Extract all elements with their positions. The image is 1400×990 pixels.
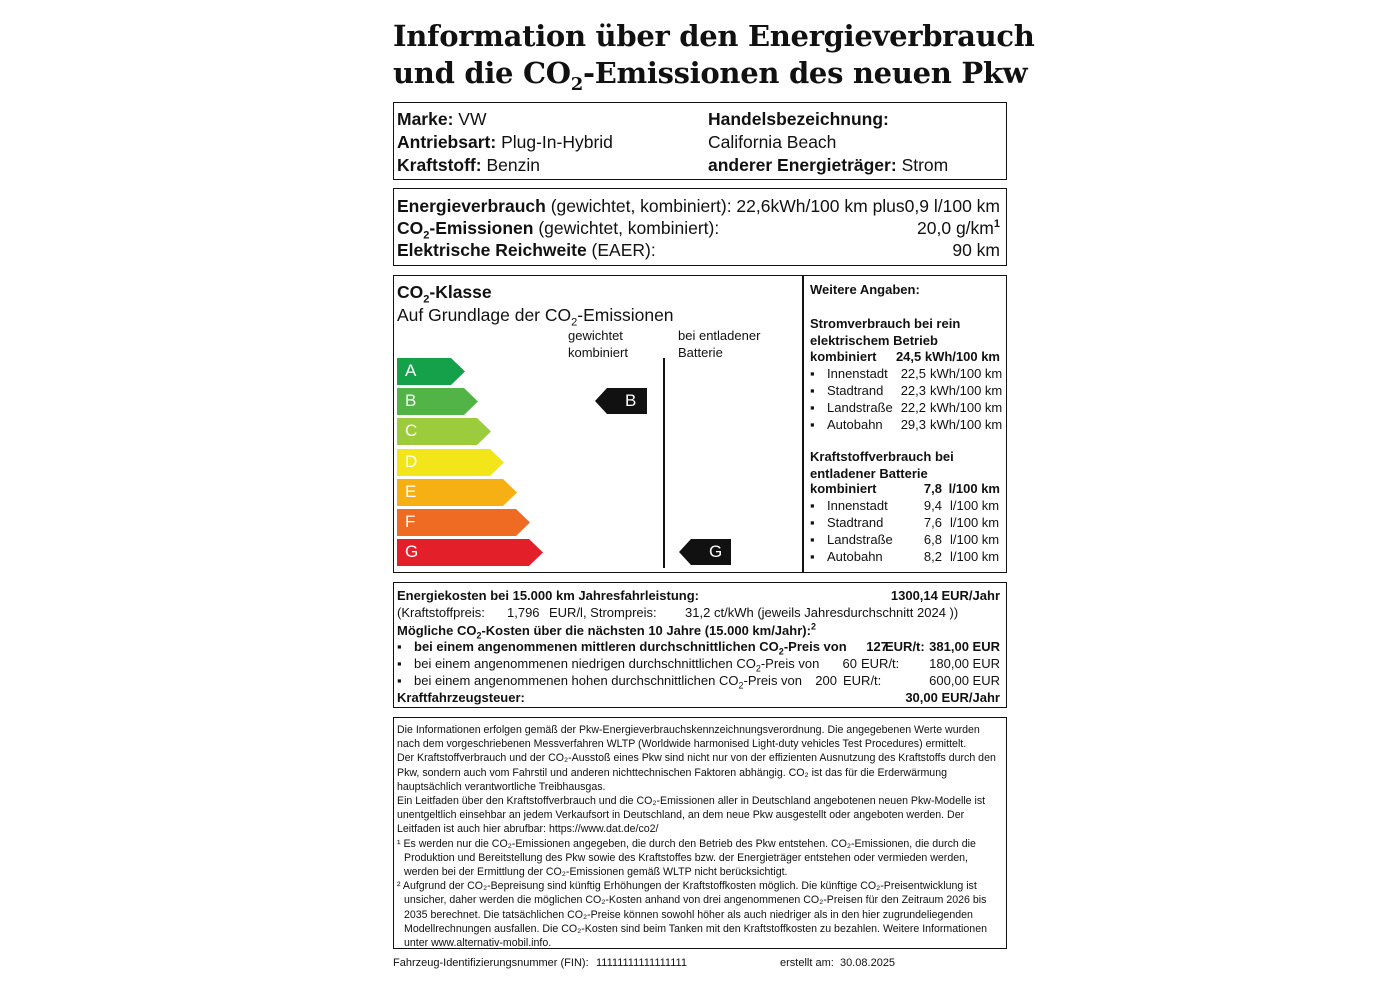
title-line-2-pre: und die CO bbox=[393, 56, 571, 90]
col-discharged-header bbox=[678, 327, 760, 361]
class-arrow-label: E bbox=[405, 481, 417, 501]
col-weighted-line2: kombiniert bbox=[568, 345, 628, 360]
co2-footnote-ref: 1 bbox=[993, 218, 1000, 231]
fineprint-note-2: ² Aufgrund der CO₂-Bepreisung sind künftig Erhöhungen der Kraftstoffkosten möglich. Die künftige CO₂-Preisentwicklung ist unsicher, daher werden die möglichen CO₂-Kosten anhand von drei angenommenen CO₂-Preisen für den Zeitraum 2026 bis 2035 berechnet. Die tatsächlichen CO₂-Preise können sowohl höher als auch niedriger als in den hier zugrundeliegenden Modellrechnungen ausfallen. Die CO₂-Kosten sind beim Tanken mit den Kraftstoffkosten zu bezahlen. Weitere Informationen unter www.alternativ-mobil.info. bbox=[397, 880, 987, 950]
co2-class-subheading: Auf Grundlage der $CO_2$-Emissionen bbox=[397, 305, 674, 329]
drive-row bbox=[397, 132, 613, 153]
brand-label: Marke: bbox=[397, 109, 454, 129]
fuel_rows-label: ▪ Innenstadt bbox=[827, 498, 888, 513]
fuel_rows-label: ▪ Landstraße bbox=[827, 532, 893, 547]
energy-costs-value bbox=[891, 588, 1000, 603]
class-arrow-label: B bbox=[405, 391, 417, 411]
fuel-combined-unit-text: l/100 km bbox=[948, 481, 1000, 496]
class-column-divider bbox=[663, 358, 665, 568]
tax-value-text: 30,00 EUR/Jahr bbox=[905, 690, 1000, 705]
elec_rows-unit: kWh/100 km bbox=[930, 366, 1003, 381]
fuel-combined-label bbox=[810, 481, 876, 496]
tax-value bbox=[905, 690, 1000, 705]
elec-combined-label-text: kombiniert bbox=[810, 349, 877, 364]
elec_rows-unit: kWh/100 km bbox=[930, 400, 1003, 415]
fin-label: Fahrzeug-Identifizierungsnummer (FIN): bbox=[393, 957, 589, 969]
co2-costs-label-pre: Mögliche CO bbox=[397, 623, 477, 639]
co2-label-pre: CO bbox=[397, 218, 424, 238]
class-arrow-e bbox=[397, 479, 517, 506]
fuel-combined-label-text: kombiniert bbox=[810, 481, 877, 496]
elec_rows-unit: kWh/100 km bbox=[930, 383, 1003, 398]
energy-costs-label bbox=[397, 588, 699, 603]
class-arrow-a bbox=[397, 358, 465, 385]
other-energy-row bbox=[708, 155, 948, 176]
title-line-2-post: -Emissionen des neuen Pkw bbox=[582, 56, 1028, 90]
range-value: 90 km bbox=[952, 240, 1000, 260]
elec_rows-value: 22,2 bbox=[900, 400, 926, 415]
elec-combined-label bbox=[810, 349, 876, 364]
class-arrow-label: D bbox=[405, 451, 418, 471]
co2-cost-low-label: ▪ bei einem angenommenen niedrigen durchschnittlichen $CO_2$-Preis von bbox=[414, 656, 819, 674]
co2-class-heading: $CO_2$-Klasse bbox=[397, 282, 492, 306]
fuel_rows-unit: l/100 km bbox=[950, 549, 1000, 564]
co2-cost-mid-unit bbox=[885, 639, 925, 654]
energy-label: Energieverbrauch bbox=[397, 196, 546, 216]
fuel_rows-value: 9,4 bbox=[923, 498, 942, 513]
co2-costs-footnote-ref: 2 bbox=[810, 622, 816, 632]
fuel-value: Benzin bbox=[486, 155, 540, 175]
elec_rows-unit: kWh/100 km bbox=[930, 417, 1003, 432]
fineprint bbox=[397, 723, 1003, 950]
fuel_rows-label: ▪ Stadtrand bbox=[827, 515, 883, 530]
class-arrow-g bbox=[397, 539, 543, 566]
other-energy-value: Strom bbox=[901, 155, 949, 175]
energy-qualifier: (gewichtet, kombiniert): bbox=[550, 196, 732, 216]
further-heading-text: Weitere Angaben: bbox=[810, 282, 920, 297]
power-price-unit: ct/kWh (jeweils Jahresdurchschnitt 2024 )) bbox=[714, 605, 959, 620]
col-weighted-line1: gewichtet bbox=[568, 328, 623, 343]
class-arrow-label: G bbox=[405, 542, 419, 562]
tax-label-text: Kraftfahrzeugsteuer: bbox=[397, 690, 525, 705]
elec-heading-2: elektrischem Betrieb bbox=[810, 333, 938, 348]
co2-class-subheading-pre: Auf Grundlage der CO bbox=[397, 305, 572, 325]
co2-cost-mid-total bbox=[929, 639, 1000, 654]
col-weighted-header bbox=[568, 327, 628, 361]
energy-costs-value-text: 1300,14 EUR/Jahr bbox=[890, 588, 1000, 603]
class-arrow-label: A bbox=[405, 361, 417, 380]
co2-class-heading-pre: CO bbox=[397, 282, 424, 302]
page-title bbox=[393, 18, 1093, 103]
energy-row bbox=[397, 196, 732, 217]
fuel_rows-value: 6,8 bbox=[923, 532, 942, 547]
co2-costs-heading: Mögliche $CO_2$-Kosten über die nächsten 10 Jahre (15.000 km/Jahr):$^2$ bbox=[397, 622, 816, 641]
fuel-heading bbox=[810, 448, 954, 482]
elec-heading-1: Stromverbrauch bei rein bbox=[810, 316, 961, 331]
elec_rows-label: ▪ Landstraße bbox=[827, 400, 893, 415]
mid-unit: EUR/t: bbox=[885, 639, 925, 654]
elec-combined-value bbox=[896, 349, 1000, 364]
mid-total: 381,00 EUR bbox=[929, 639, 1000, 654]
energy-costs-label-text: Energiekosten bei 15.000 km Jahresfahrleistung: bbox=[397, 588, 700, 603]
fineprint-p3: Ein Leitfaden über den Kraftstoffverbrauch und die CO₂-Emissionen aller in Deutschland angebotenen neuen Pkw-Modelle ist unentgeltlich einsehbar an jedem Verkaufsort in Deutschland, an dem neue Pkw ausgestellt oder angeboten werden. Der Leitfaden ist auch hier abrufbar: https://www.dat.de/co2/ bbox=[397, 795, 986, 836]
co2-qualifier: (gewichtet, kombiniert): bbox=[538, 218, 720, 238]
elec_rows-label: ▪ Stadtrand bbox=[827, 383, 883, 398]
title-subscript: 2 bbox=[570, 73, 583, 95]
co2-costs-label-post: -Kosten über die nächsten 10 Jahre (15.000 km/Jahr): bbox=[481, 623, 811, 639]
class-arrow-d bbox=[397, 449, 504, 476]
brand-value: VW bbox=[458, 109, 487, 129]
fuel-label: Kraftstoff: bbox=[397, 155, 482, 175]
weighted-class-marker-label: B bbox=[625, 391, 637, 411]
co2-value: 20,0 g/km bbox=[917, 218, 994, 238]
fuel-heading-1: Kraftstoffverbrauch bei bbox=[810, 449, 954, 464]
co2-cost-high-label: ▪ bei einem angenommenen hohen durchschnittlichen $CO_2$-Preis von bbox=[414, 673, 802, 691]
range-row bbox=[397, 240, 656, 261]
col-discharged-line1: bei entladener bbox=[678, 328, 761, 343]
co2-class-divider bbox=[802, 275, 804, 573]
fuel-price-label: (Kraftstoffpreis: bbox=[397, 605, 485, 620]
fineprint-p2: Der Kraftstoffverbrauch und der CO₂-Ausstoß eines Pkw sind nicht nur von der effizienten Ausnutzung des Kraftstoffs durch den Pkw, sondern auch vom Fahrstil und anderen nichttechnischen Faktoren abhängig. CO₂ ist das für die Erderwärmung hauptsächlich verantwortliche Treibhausgas. bbox=[397, 752, 996, 793]
trade-value: California Beach bbox=[708, 132, 837, 152]
discharged-class-marker-label: G bbox=[709, 542, 723, 562]
discharged-class-marker bbox=[679, 539, 731, 565]
elec_rows-value: 22,5 bbox=[900, 366, 926, 381]
fuel_rows-label: ▪ Autobahn bbox=[827, 549, 883, 564]
fuel_rows-value: 8,2 bbox=[923, 549, 942, 564]
fineprint-note-1: ¹ Es werden nur die CO₂-Emissionen angegeben, die durch den Betrieb des Pkw entstehen. CO₂-Emissionen, die durch die Produktion und Bereitstellung des Pkw sowie des Kraftstoffes bzw. der Energieträger entstehen oder vermieden werden, werden bei der Ermittlung der CO₂-Emissionen gemäß WLTP nicht berücksichtigt. bbox=[397, 837, 976, 879]
drive-value: Plug-In-Hybrid bbox=[501, 132, 613, 152]
class-arrow-c bbox=[397, 418, 491, 445]
fuel-combined-unit bbox=[949, 481, 1000, 496]
trade-label bbox=[708, 109, 889, 130]
co2-cost-high-price: 200 bbox=[815, 673, 837, 688]
trade-label-text: Handelsbezeichnung: bbox=[708, 109, 889, 129]
class-arrow-b bbox=[397, 388, 478, 415]
fuel-row bbox=[397, 155, 540, 176]
high-pre: bei einem angenommenen hohen durchschnittlichen CO bbox=[414, 673, 739, 688]
fuel-combined-value bbox=[924, 481, 942, 496]
range-label: Elektrische Reichweite bbox=[397, 240, 587, 260]
co2-cost-high-total: 600,00 EUR bbox=[929, 673, 1000, 688]
drive-label: Antriebsart: bbox=[397, 132, 497, 152]
co2-cost-low-unit: EUR/t: bbox=[861, 656, 900, 671]
title-line-2 bbox=[393, 55, 1093, 103]
created-label: erstellt am: bbox=[780, 957, 834, 969]
fuel_rows-unit: l/100 km bbox=[950, 515, 1000, 530]
mid-pre: bei einem angenommenen mittleren durchschnittlichen CO bbox=[414, 639, 779, 654]
mid-post: -Preis von bbox=[783, 639, 847, 654]
co2-cost-high-unit: EUR/t: bbox=[843, 673, 882, 688]
fineprint-p1: Die Informationen erfolgen gemäß der Pkw-Energieverbrauchskennzeichnungsverordnung. Die angegebenen Werte wurden nach dem vorgeschriebenen Messverfahren WLTP (Worldwide harmonised Light-duty vehicles Test Procedures) ermittelt. bbox=[397, 724, 980, 751]
other-energy-label: anderer Energieträger: bbox=[708, 155, 897, 175]
elec-combined-value-text: 24,5 kWh/100 km bbox=[895, 349, 1000, 364]
energy-value: 22,6kWh/100 km plus0,9 l/100 km bbox=[736, 196, 1000, 216]
elec_rows-label: ▪ Innenstadt bbox=[827, 366, 888, 381]
elec-heading bbox=[810, 315, 960, 349]
fuel_rows-unit: l/100 km bbox=[950, 532, 1000, 547]
range-qualifier: (EAER): bbox=[591, 240, 656, 260]
co2-cost-low-total: 180,00 EUR bbox=[929, 656, 1000, 671]
fuel-price-unit: EUR/l, Strompreis: bbox=[549, 605, 657, 620]
co2-label-post: -Emissionen bbox=[429, 218, 534, 238]
class-arrow-f bbox=[397, 509, 530, 536]
co2-cost-low-price: 60 bbox=[842, 656, 857, 671]
elec_rows-value: 29,3 bbox=[900, 417, 926, 432]
fin-value: 11111111111111111 bbox=[596, 957, 687, 969]
power-price-value: 31,2 bbox=[685, 605, 711, 620]
title-line-1: Information über den Energieverbrauch bbox=[393, 19, 1035, 53]
mid-price: 127 bbox=[866, 639, 888, 654]
weighted-class-marker bbox=[595, 388, 647, 414]
fuel-price-value: 1,796 bbox=[507, 605, 540, 620]
fuel-combined-value-text: 7,8 bbox=[923, 481, 942, 496]
high-post: -Preis von bbox=[743, 673, 803, 688]
co2-row: $CO_2$-Emissionen (gewichtet, kombiniert): bbox=[397, 218, 720, 242]
fuel-heading-2: entladener Batterie bbox=[810, 466, 928, 481]
co2-value-wrap bbox=[917, 218, 1000, 239]
further-heading bbox=[810, 282, 920, 297]
tax-label bbox=[397, 690, 525, 705]
fuel_rows-value: 7,6 bbox=[923, 515, 942, 530]
fuel_rows-unit: l/100 km bbox=[950, 498, 1000, 513]
co2-cost-mid-label: ▪ bei einem angenommenen mittleren durchschnittlichen $CO_2$-Preis von bbox=[414, 639, 847, 657]
elec_rows-value: 22,3 bbox=[900, 383, 926, 398]
co2-class-subheading-post: -Emissionen bbox=[577, 305, 674, 325]
elec_rows-label: ▪ Autobahn bbox=[827, 417, 883, 432]
low-post: -Preis von bbox=[760, 656, 820, 671]
class-arrow-label: C bbox=[405, 421, 418, 441]
co2-class-heading-post: -Klasse bbox=[429, 282, 492, 302]
brand-row bbox=[397, 109, 487, 130]
class-arrow-label: F bbox=[405, 512, 416, 531]
low-pre: bei einem angenommenen niedrigen durchschnittlichen CO bbox=[414, 656, 756, 671]
created-value: 30.08.2025 bbox=[840, 957, 896, 969]
col-discharged-line2: Batterie bbox=[678, 345, 723, 360]
